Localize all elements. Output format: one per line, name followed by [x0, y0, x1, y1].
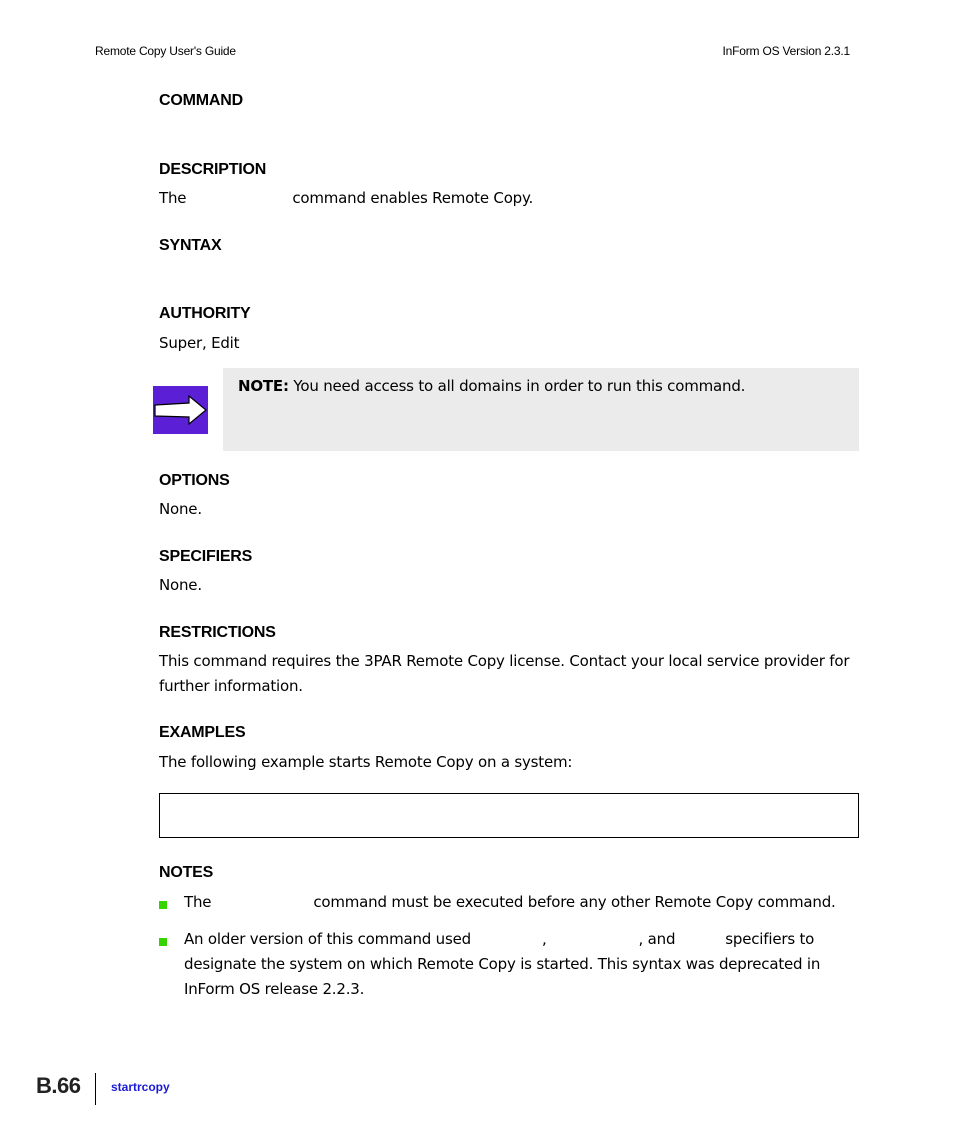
running-header-version: InForm OS Version 2.3.1 [722, 44, 850, 58]
description-suffix: command enables Remote Copy. [292, 189, 534, 207]
section-heading-syntax: SYNTAX [159, 237, 222, 254]
footer-divider [95, 1073, 96, 1105]
note-body: You need access to all domains in order to run this command. [293, 377, 746, 395]
example-code-box [159, 793, 859, 838]
section-heading-authority: AUTHORITY [159, 305, 251, 322]
notes-item-1-prefix: The [184, 893, 212, 911]
examples-text: The following example starts Remote Copy on a system: [159, 753, 573, 771]
running-header-title: Remote Copy User's Guide [95, 44, 236, 58]
section-heading-specifiers: SPECIFIERS [159, 548, 253, 565]
specifiers-text: None. [159, 576, 202, 594]
notes-item-2-part1: An older version of this command used [184, 930, 471, 948]
note-label: NOTE: [238, 377, 289, 395]
notes-item-2 [184, 927, 854, 1002]
section-heading-command: COMMAND [159, 92, 243, 109]
restrictions-text: This command requires the 3PAR Remote Copy license. Contact your local service provider for further information. [159, 652, 850, 695]
footer-command-link[interactable]: startrcopy [111, 1080, 170, 1094]
section-heading-description: DESCRIPTION [159, 161, 267, 178]
section-heading-options: OPTIONS [159, 472, 230, 489]
notes-item-2-part2: , [541, 930, 547, 948]
note-arrow-badge [153, 386, 208, 434]
description-text [159, 186, 533, 211]
description-prefix: The [159, 189, 187, 207]
section-heading-notes: NOTES [159, 864, 214, 881]
notes-item-2-part4: specifiers to designate the system on which Remote Copy is started. This syntax was deprecated in InForm OS release 2.2.3. [184, 930, 821, 998]
notes-item-1-suffix: command must be executed before any other Remote Copy command. [313, 893, 836, 911]
right-arrow-icon [153, 386, 208, 434]
note-text [238, 377, 745, 395]
section-heading-examples: EXAMPLES [159, 724, 246, 741]
square-bullet-icon [159, 901, 167, 909]
page-number: B.66 [36, 1073, 81, 1098]
section-heading-restrictions: RESTRICTIONS [159, 624, 276, 641]
authority-text: Super, Edit [159, 334, 240, 352]
options-text: None. [159, 500, 202, 518]
notes-item-2-part3: , and [638, 930, 676, 948]
square-bullet-icon [159, 938, 167, 946]
notes-item-1 [184, 890, 854, 915]
